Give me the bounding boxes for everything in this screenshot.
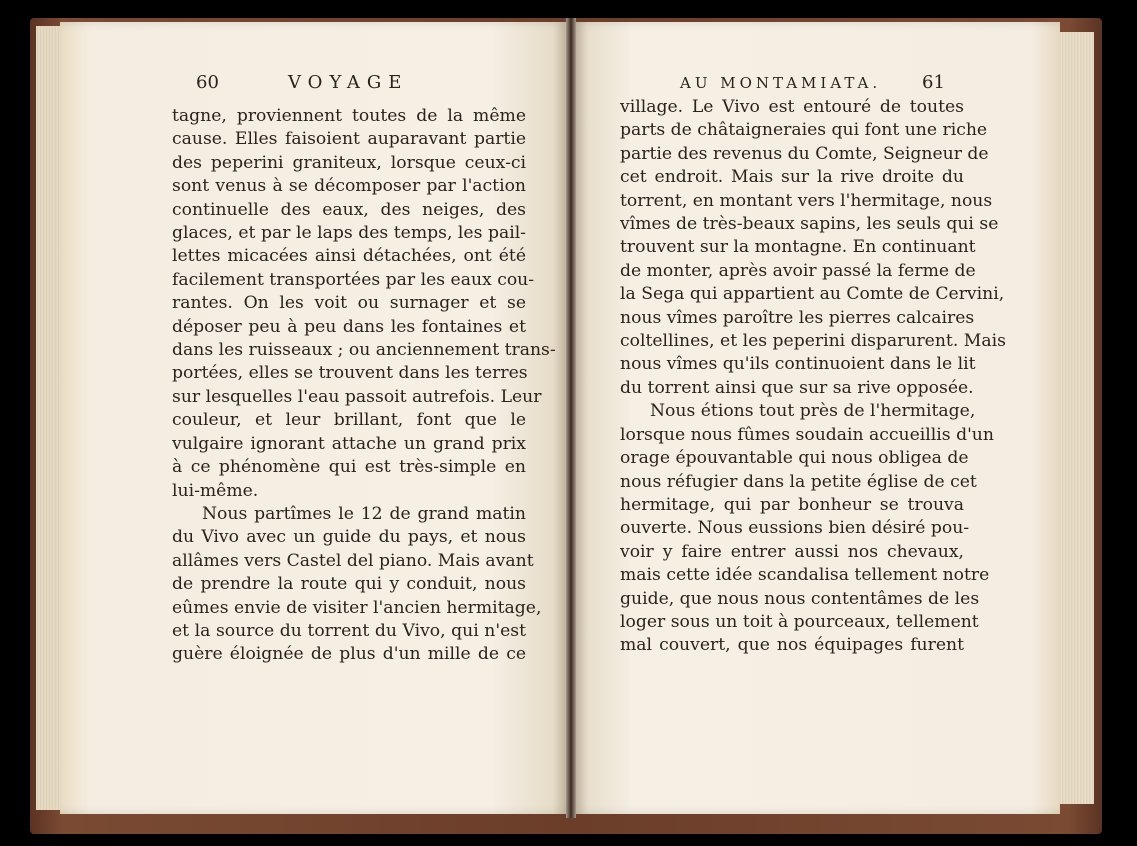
text-line: lorsque nous fûmes soudain accueillis d'un [620,424,994,445]
text-line: sur lesquelles l'eau passoit autrefois. Leur [172,386,542,407]
text-line: cet endroit. Mais sur la rive droite du [620,167,964,188]
left-page-text [172,105,556,667]
text-line: village. Le Vivo est entouré de toutes [620,97,964,117]
text-line: tagne, proviennent toutes de la même [172,106,526,126]
text-line: nous vîmes qu'ils continuoient dans le lit [620,354,976,375]
text-line: sont venus à se décomposer par l'action [172,176,526,197]
text-line: nous vîmes paroître les pierres calcaires [620,307,975,328]
text-line: de prendre la route qui y conduit, nous [172,574,526,595]
text-line: partie des revenus du Comte, Seigneur de [620,143,989,164]
right-page-number: 61 [922,72,945,93]
text-line: la Sega qui appartient au Comte de Cervini, [620,284,1005,305]
text-line: des peperini graniteux, lorsque ceux-ci [172,152,526,173]
text-line: hermitage, qui par bonheur se trouva [620,494,964,515]
text-line: trouvent sur la montagne. En continuant [620,237,976,258]
text-line: guide, que nous nous contentâmes de les [620,588,980,609]
text-line: orage épouvantable qui nous obligea de [620,448,969,469]
text-line: Nous partîmes le 12 de grand matin [202,503,526,524]
text-line: portées, elles se trouvent dans les terres [172,363,528,384]
text-line: à ce phénomène qui est très-simple en [172,457,526,478]
text-line: lettes micacées ainsi détachées, ont été [172,246,526,267]
text-line: rantes. On les voit ou surnager et se [172,293,526,314]
text-line: vulgaire ignorant attache un grand prix [172,433,526,454]
text-line: parts de châtaigneraies qui font une riche [620,120,988,141]
text-line: dans les ruisseaux ; ou anciennement trans- [172,340,556,361]
text-line: couleur, et leur brillant, font que le [172,410,526,431]
text-line: facilement transportées par les eaux cou- [172,269,535,290]
text-line: glaces, et par le laps des temps, les pail- [172,223,526,244]
left-running-head: VOYAGE [288,72,409,93]
text-line: nous réfugier dans la petite église de cet [620,471,977,492]
text-line: de monter, après avoir passé la ferme de [620,260,976,281]
page-edges-left [36,26,62,810]
text-line: voir y faire entrer aussi nos chevaux, [620,541,964,562]
text-line: déposer peu à peu dans les fontaines et [172,316,526,337]
text-line: du Vivo avec un guide du pays, et nous [172,527,526,548]
book-gutter [566,18,576,818]
text-line: torrent, en montant vers l'hermitage, nous [620,190,993,211]
text-line: mal couvert, que nos équipages furent [620,635,964,656]
text-line: continuelle des eaux, des neiges, des [172,199,526,220]
right-page-text [620,96,1006,658]
text-line: Nous étions tout près de l'hermitage, [650,401,976,422]
text-line: guère éloignée de plus d'un mille de ce [172,644,526,665]
left-page-number: 60 [196,72,219,93]
text-line: lui-même. [172,480,259,501]
text-line: ouverte. Nous eussions bien désiré pou- [620,518,970,539]
page-edges-right [1058,32,1094,804]
text-line: eûmes envie de visiter l'ancien hermitage, [172,597,542,618]
text-line: loger sous un toit à pourceaux, tellement [620,611,979,632]
text-line: du torrent ainsi que sur sa rive opposée. [620,377,974,398]
text-line: cause. Elles faisoient auparavant partie [172,129,526,150]
text-line: et la source du torrent du Vivo, qui n'est [172,620,526,641]
text-line: vîmes de très-beaux sapins, les seuls qui se [620,214,999,235]
text-line: mais cette idée scandalisa tellement notre [620,565,990,586]
text-line: coltellines, et les peperini disparurent. Mais [620,331,1006,352]
text-line: allâmes vers Castel del piano. Mais avant [172,550,534,571]
right-running-head: AU MONTAMIATA. [680,74,882,92]
